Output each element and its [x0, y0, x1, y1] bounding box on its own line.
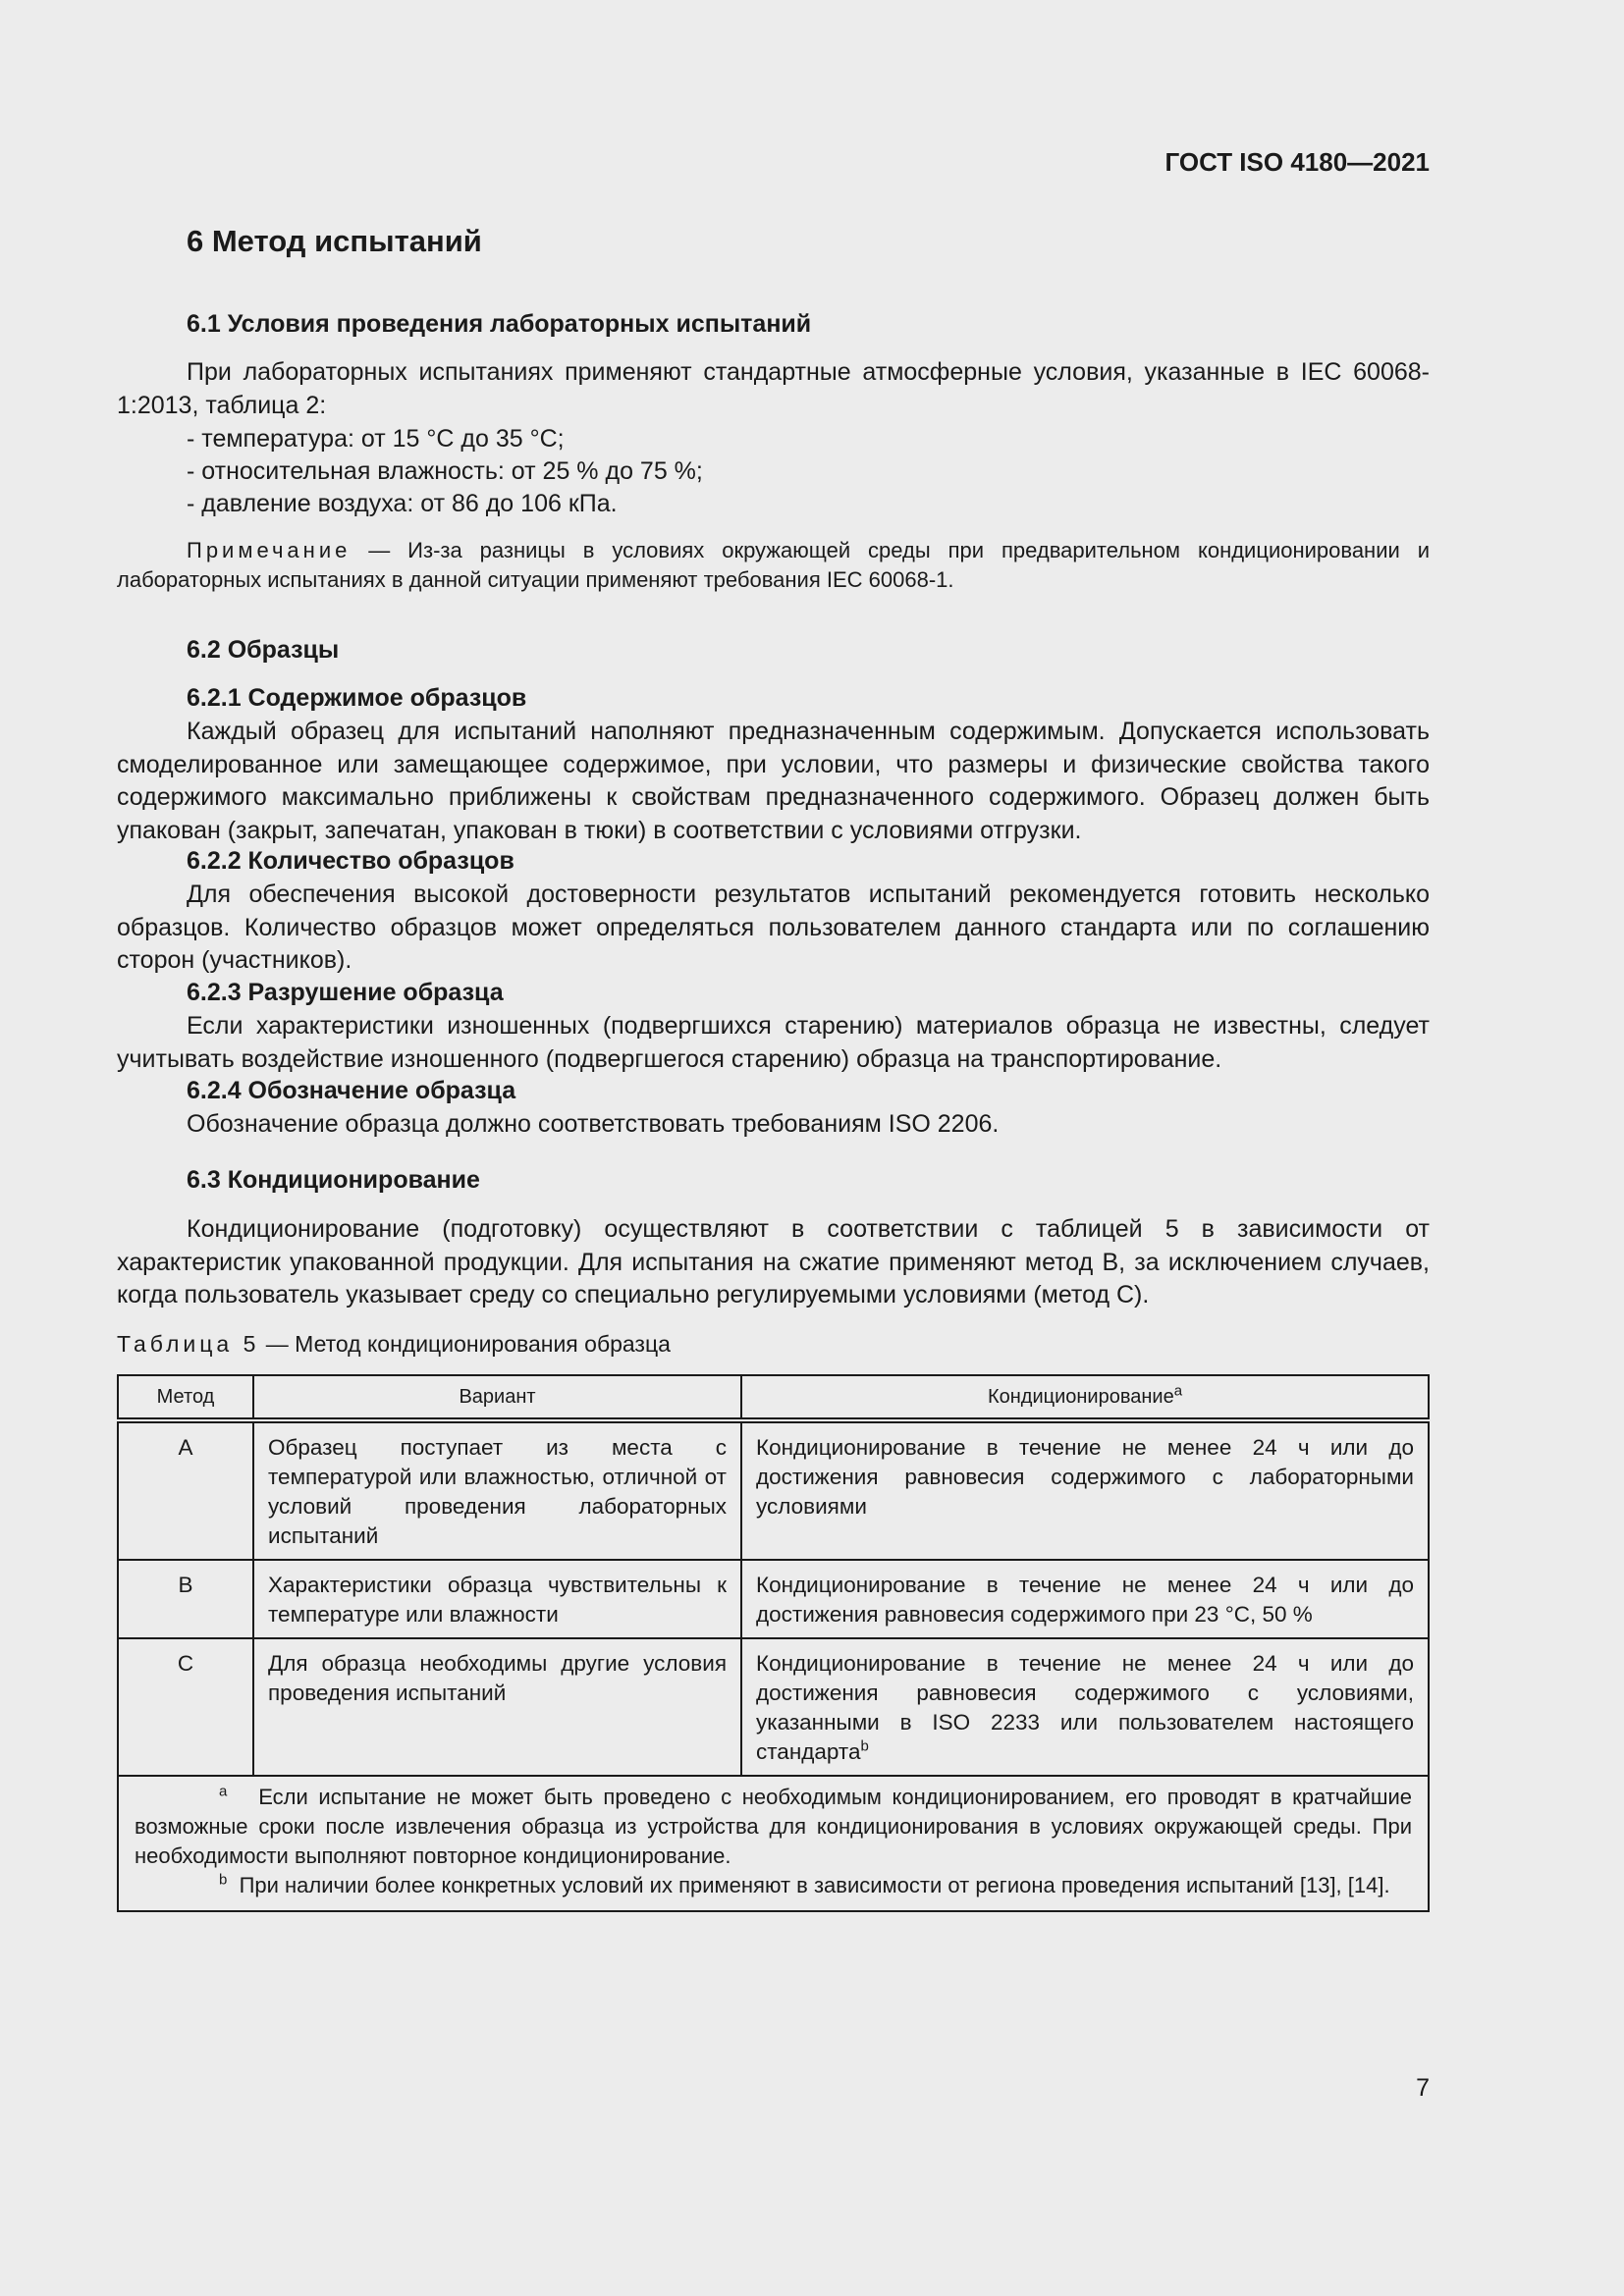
section-6-2-1-title: 6.2.1 Содержимое образцов: [187, 684, 527, 712]
cell-conditioning: [741, 1638, 1429, 1776]
section-6-2-4-title: 6.2.4 Обозначение образца: [187, 1077, 516, 1104]
table-caption-lead: Таблица 5: [117, 1331, 260, 1357]
section-6-3-title: 6.3 Кондиционирование: [187, 1166, 480, 1194]
cell-variant: Характеристики образца чувствительны к температуре или влажности: [253, 1560, 741, 1638]
cell-variant: Для образца необходимы другие условия проведения испытаний: [253, 1638, 741, 1776]
table-footnotes-row: [118, 1776, 1429, 1911]
footnote-a: [135, 1783, 1412, 1871]
table-5: [117, 1374, 1430, 1912]
section-6-2-title: 6.2 Образцы: [187, 636, 340, 664]
cell-method: А: [118, 1420, 253, 1560]
note-lead: Примечание: [187, 538, 352, 562]
section-6-2-3-title: 6.2.3 Разрушение образца: [187, 979, 504, 1006]
table-caption-text: — Метод кондиционирования образца: [259, 1331, 671, 1357]
footnote-mark-a: a: [219, 1783, 228, 1800]
cell-method: В: [118, 1560, 253, 1638]
section-6-2-2-text: Для обеспечения высокой достоверности результатов испытаний рекомендуется готовить несколько образцов. Количество образцов может определяться пользователем данного стандарта или по соглашению сторон (участников).: [117, 881, 1430, 974]
header-conditioning-label: Кондиционирование: [987, 1386, 1174, 1408]
cell-method: С: [118, 1638, 253, 1776]
list-item-humidity: - относительная влажность: от 25 % до 75 %;: [187, 457, 703, 485]
cell-conditioning: [741, 1560, 1429, 1638]
footnote-ref-a: a: [1173, 1382, 1183, 1400]
section-6-2-2-title: 6.2.2 Количество образцов: [187, 847, 514, 875]
cell-variant: Образец поступает из места с температурой или влажностью, отличной от условий проведения лабораторных испытаний: [253, 1420, 741, 1560]
footnote-ref-b: b: [860, 1737, 869, 1755]
section-6-1-intro: При лабораторных испытаниях применяют стандартные атмосферные условия, указанные в IEC 60068-1:2013, таблица 2:: [117, 358, 1430, 419]
table-row: [118, 1560, 1429, 1638]
cell-conditioning: [741, 1420, 1429, 1560]
document-id: ГОСТ ISO 4180—2021: [1164, 147, 1430, 177]
section-6-title: 6 Метод испытаний: [187, 224, 482, 258]
section-6-2-4-text: Обозначение образца должно соответствовать требованиям ISO 2206.: [187, 1110, 1000, 1138]
header-method: Метод: [118, 1375, 253, 1420]
table-footnotes: [118, 1776, 1429, 1911]
header-conditioning: [741, 1375, 1429, 1420]
section-6-2-1-text: Каждый образец для испытаний наполняют предназначенным содержимым. Допускается использовать смоделированное или замещающее содержимое, при условии, что размеры и физические свойства такого содержимого максимально приближены к свойствам предназначенного содержимого. Образец должен быть упакован (закрыт, запечатан, упакован в тюки) в соответствии с условиями отгрузки.: [117, 718, 1430, 844]
section-6-3-text: Кондиционирование (подготовку) осуществляют в соответствии с таблицей 5 в зависимости от характеристик упакованной продукции. Для испытания на сжатие применяют метод В, за исключением случаев, когда пользователь указывает среду со специально регулируемыми условиями (метод С).: [117, 1215, 1430, 1308]
table-5-caption: [117, 1331, 671, 1358]
cell-conditioning-text: Кондиционирование в течение не менее 24 ч или до достижения равновесия содержимого с лабораторными условиями: [756, 1435, 1414, 1519]
footnote-b: [135, 1871, 1412, 1900]
list-item-temperature: - температура: от 15 °С до 35 °С;: [187, 425, 565, 453]
cell-conditioning-text: Кондиционирование в течение не менее 24 ч или до достижения равновесия содержимого при 23 °С, 50 %: [756, 1573, 1414, 1627]
note-text: — Из-за разницы в условиях окружающей среды при предварительном кондиционировании и лабораторных испытаниях в данной ситуации применяют требования IEC 60068-1.: [117, 538, 1430, 592]
header-variant: Вариант: [253, 1375, 741, 1420]
table-header-row: [118, 1375, 1429, 1420]
table-row: [118, 1420, 1429, 1560]
footnote-mark-b: b: [219, 1871, 228, 1889]
footnote-b-text: При наличии более конкретных условий их применяют в зависимости от региона проведения испытаний [13], [14].: [239, 1873, 1390, 1897]
section-6-2-3-text: Если характеристики изношенных (подвергшихся старению) материалов образца не известны, следует учитывать воздействие изношенного (подвергшегося старению) образца на транспортирование.: [117, 1012, 1430, 1073]
footnote-a-text: Если испытание не может быть проведено с необходимым кондиционированием, его проводят в кратчайшие возможные сроки после извлечения образца из устройства для кондиционирования в условиях окружающей среды. При необходимости выполняют повторное кондиционирование.: [135, 1785, 1412, 1868]
section-6-1-title: 6.1 Условия проведения лабораторных испытаний: [187, 310, 812, 338]
table-row: [118, 1638, 1429, 1776]
page-number: 7: [1416, 2074, 1430, 2102]
cell-conditioning-text: Кондиционирование в течение не менее 24 ч или до достижения равновесия содержимого с условиями, указанными в ISO 2233 или пользователем настоящего стандарта: [756, 1651, 1414, 1764]
section-6-1-note: [117, 536, 1430, 595]
list-item-pressure: - давление воздуха: от 86 до 106 кПа.: [187, 490, 618, 517]
